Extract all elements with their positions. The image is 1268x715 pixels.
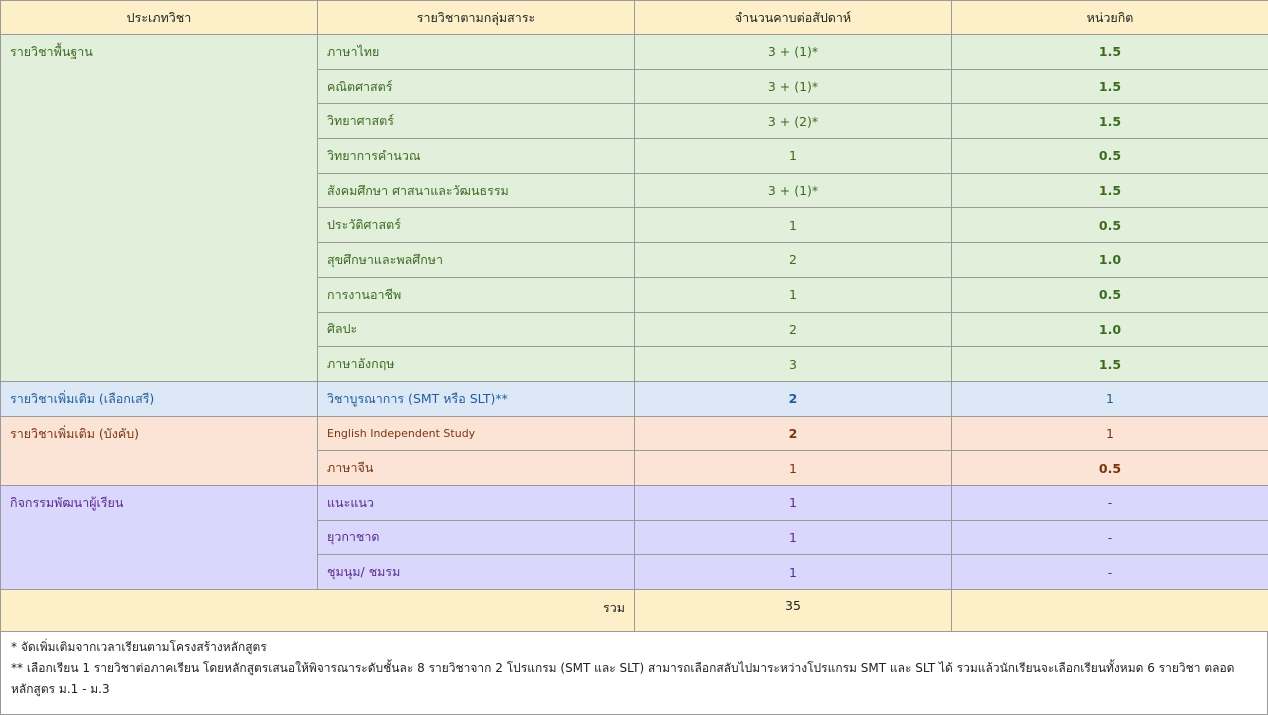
- subject-cell: วิทยาการคำนวณ: [318, 139, 635, 174]
- periods-cell: 3 + (1)*: [635, 35, 952, 70]
- credits-cell: 0.5: [952, 277, 1268, 312]
- subject-cell: ยุวกาชาด: [318, 520, 635, 555]
- periods-cell: 1: [635, 555, 952, 590]
- periods-cell: 3 + (2)*: [635, 104, 952, 139]
- header-category: ประเภทวิชา: [1, 1, 318, 35]
- subject-cell: ศิลปะ: [318, 312, 635, 347]
- total-row: [1, 590, 1268, 632]
- table-row: [1, 35, 1268, 70]
- periods-cell: 3: [635, 347, 952, 382]
- credits-cell: 1: [952, 381, 1268, 416]
- subject-cell: สังคมศึกษา ศาสนาและวัฒนธรรม: [318, 173, 635, 208]
- table-row: [1, 416, 1268, 451]
- subject-cell: ชุมนุม/ ชมรม: [318, 555, 635, 590]
- category-basic: รายวิชาพื้นฐาน: [1, 35, 318, 382]
- credits-cell: -: [952, 555, 1268, 590]
- subject-cell: ภาษาจีน: [318, 451, 635, 486]
- footnote-1: * จัดเพิ่มเติมจากเวลาเรียนตามโครงสร้างหลักสูตร: [11, 637, 1257, 658]
- periods-cell: 2: [635, 381, 952, 416]
- credits-cell: 1: [952, 416, 1268, 451]
- subject-cell: ประวัติศาสตร์: [318, 208, 635, 243]
- credits-cell: 1.0: [952, 243, 1268, 278]
- total-periods: 35: [635, 590, 952, 632]
- credits-cell: 0.5: [952, 139, 1268, 174]
- credits-cell: -: [952, 485, 1268, 520]
- header-periods: จำนวนคาบต่อสัปดาห์: [635, 1, 952, 35]
- header-row: [1, 1, 1268, 35]
- periods-cell: 1: [635, 139, 952, 174]
- footnote-2: ** เลือกเรียน 1 รายวิชาต่อภาคเรียน โดยหลักสูตรเสนอให้พิจารณาระดับชั้นละ 8 รายวิชาจาก 2 โปรแกรม (SMT และ SLT) สามารถเลือกสลับไปมาระหว่างโปรแกรม SMT และ SLT ได้ รวมแล้วนักเรียนจะเลือกเรียนทั้งหมด 6 รายวิชา ตลอดหลักสูตร ม.1 - ม.3: [11, 658, 1257, 700]
- footnotes: [0, 632, 1268, 715]
- credits-cell: 1.0: [952, 312, 1268, 347]
- subject-cell: คณิตศาสตร์: [318, 69, 635, 104]
- credits-cell: 1.5: [952, 69, 1268, 104]
- table-row: [1, 381, 1268, 416]
- subject-cell: วิทยาศาสตร์: [318, 104, 635, 139]
- category-elective: รายวิชาเพิ่มเติม (เลือกเสรี): [1, 381, 318, 416]
- credits-cell: 1.5: [952, 347, 1268, 382]
- periods-cell: 1: [635, 520, 952, 555]
- subject-cell: ภาษาไทย: [318, 35, 635, 70]
- header-subject: รายวิชาตามกลุ่มสาระ: [318, 1, 635, 35]
- subject-cell: English Independent Study: [318, 416, 635, 451]
- periods-cell: 2: [635, 312, 952, 347]
- periods-cell: 3 + (1)*: [635, 69, 952, 104]
- table-row: [1, 485, 1268, 520]
- subject-cell: การงานอาชีพ: [318, 277, 635, 312]
- credits-cell: 0.5: [952, 208, 1268, 243]
- periods-cell: 2: [635, 243, 952, 278]
- periods-cell: 1: [635, 451, 952, 486]
- credits-cell: 1.5: [952, 35, 1268, 70]
- credits-cell: -: [952, 520, 1268, 555]
- subject-cell: แนะแนว: [318, 485, 635, 520]
- periods-cell: 1: [635, 208, 952, 243]
- credits-cell: 0.5: [952, 451, 1268, 486]
- periods-cell: 1: [635, 277, 952, 312]
- total-credits: [952, 590, 1268, 632]
- credits-cell: 1.5: [952, 173, 1268, 208]
- subject-cell: ภาษาอังกฤษ: [318, 347, 635, 382]
- total-label: รวม: [1, 590, 635, 632]
- credits-cell: 1.5: [952, 104, 1268, 139]
- header-credits: หน่วยกิต: [952, 1, 1268, 35]
- subject-cell: วิชาบูรณาการ (SMT หรือ SLT)**: [318, 381, 635, 416]
- category-required: รายวิชาเพิ่มเติม (บังคับ): [1, 416, 318, 485]
- subject-cell: สุขศึกษาและพลศึกษา: [318, 243, 635, 278]
- periods-cell: 3 + (1)*: [635, 173, 952, 208]
- periods-cell: 2: [635, 416, 952, 451]
- periods-cell: 1: [635, 485, 952, 520]
- category-activities: กิจกรรมพัฒนาผู้เรียน: [1, 485, 318, 589]
